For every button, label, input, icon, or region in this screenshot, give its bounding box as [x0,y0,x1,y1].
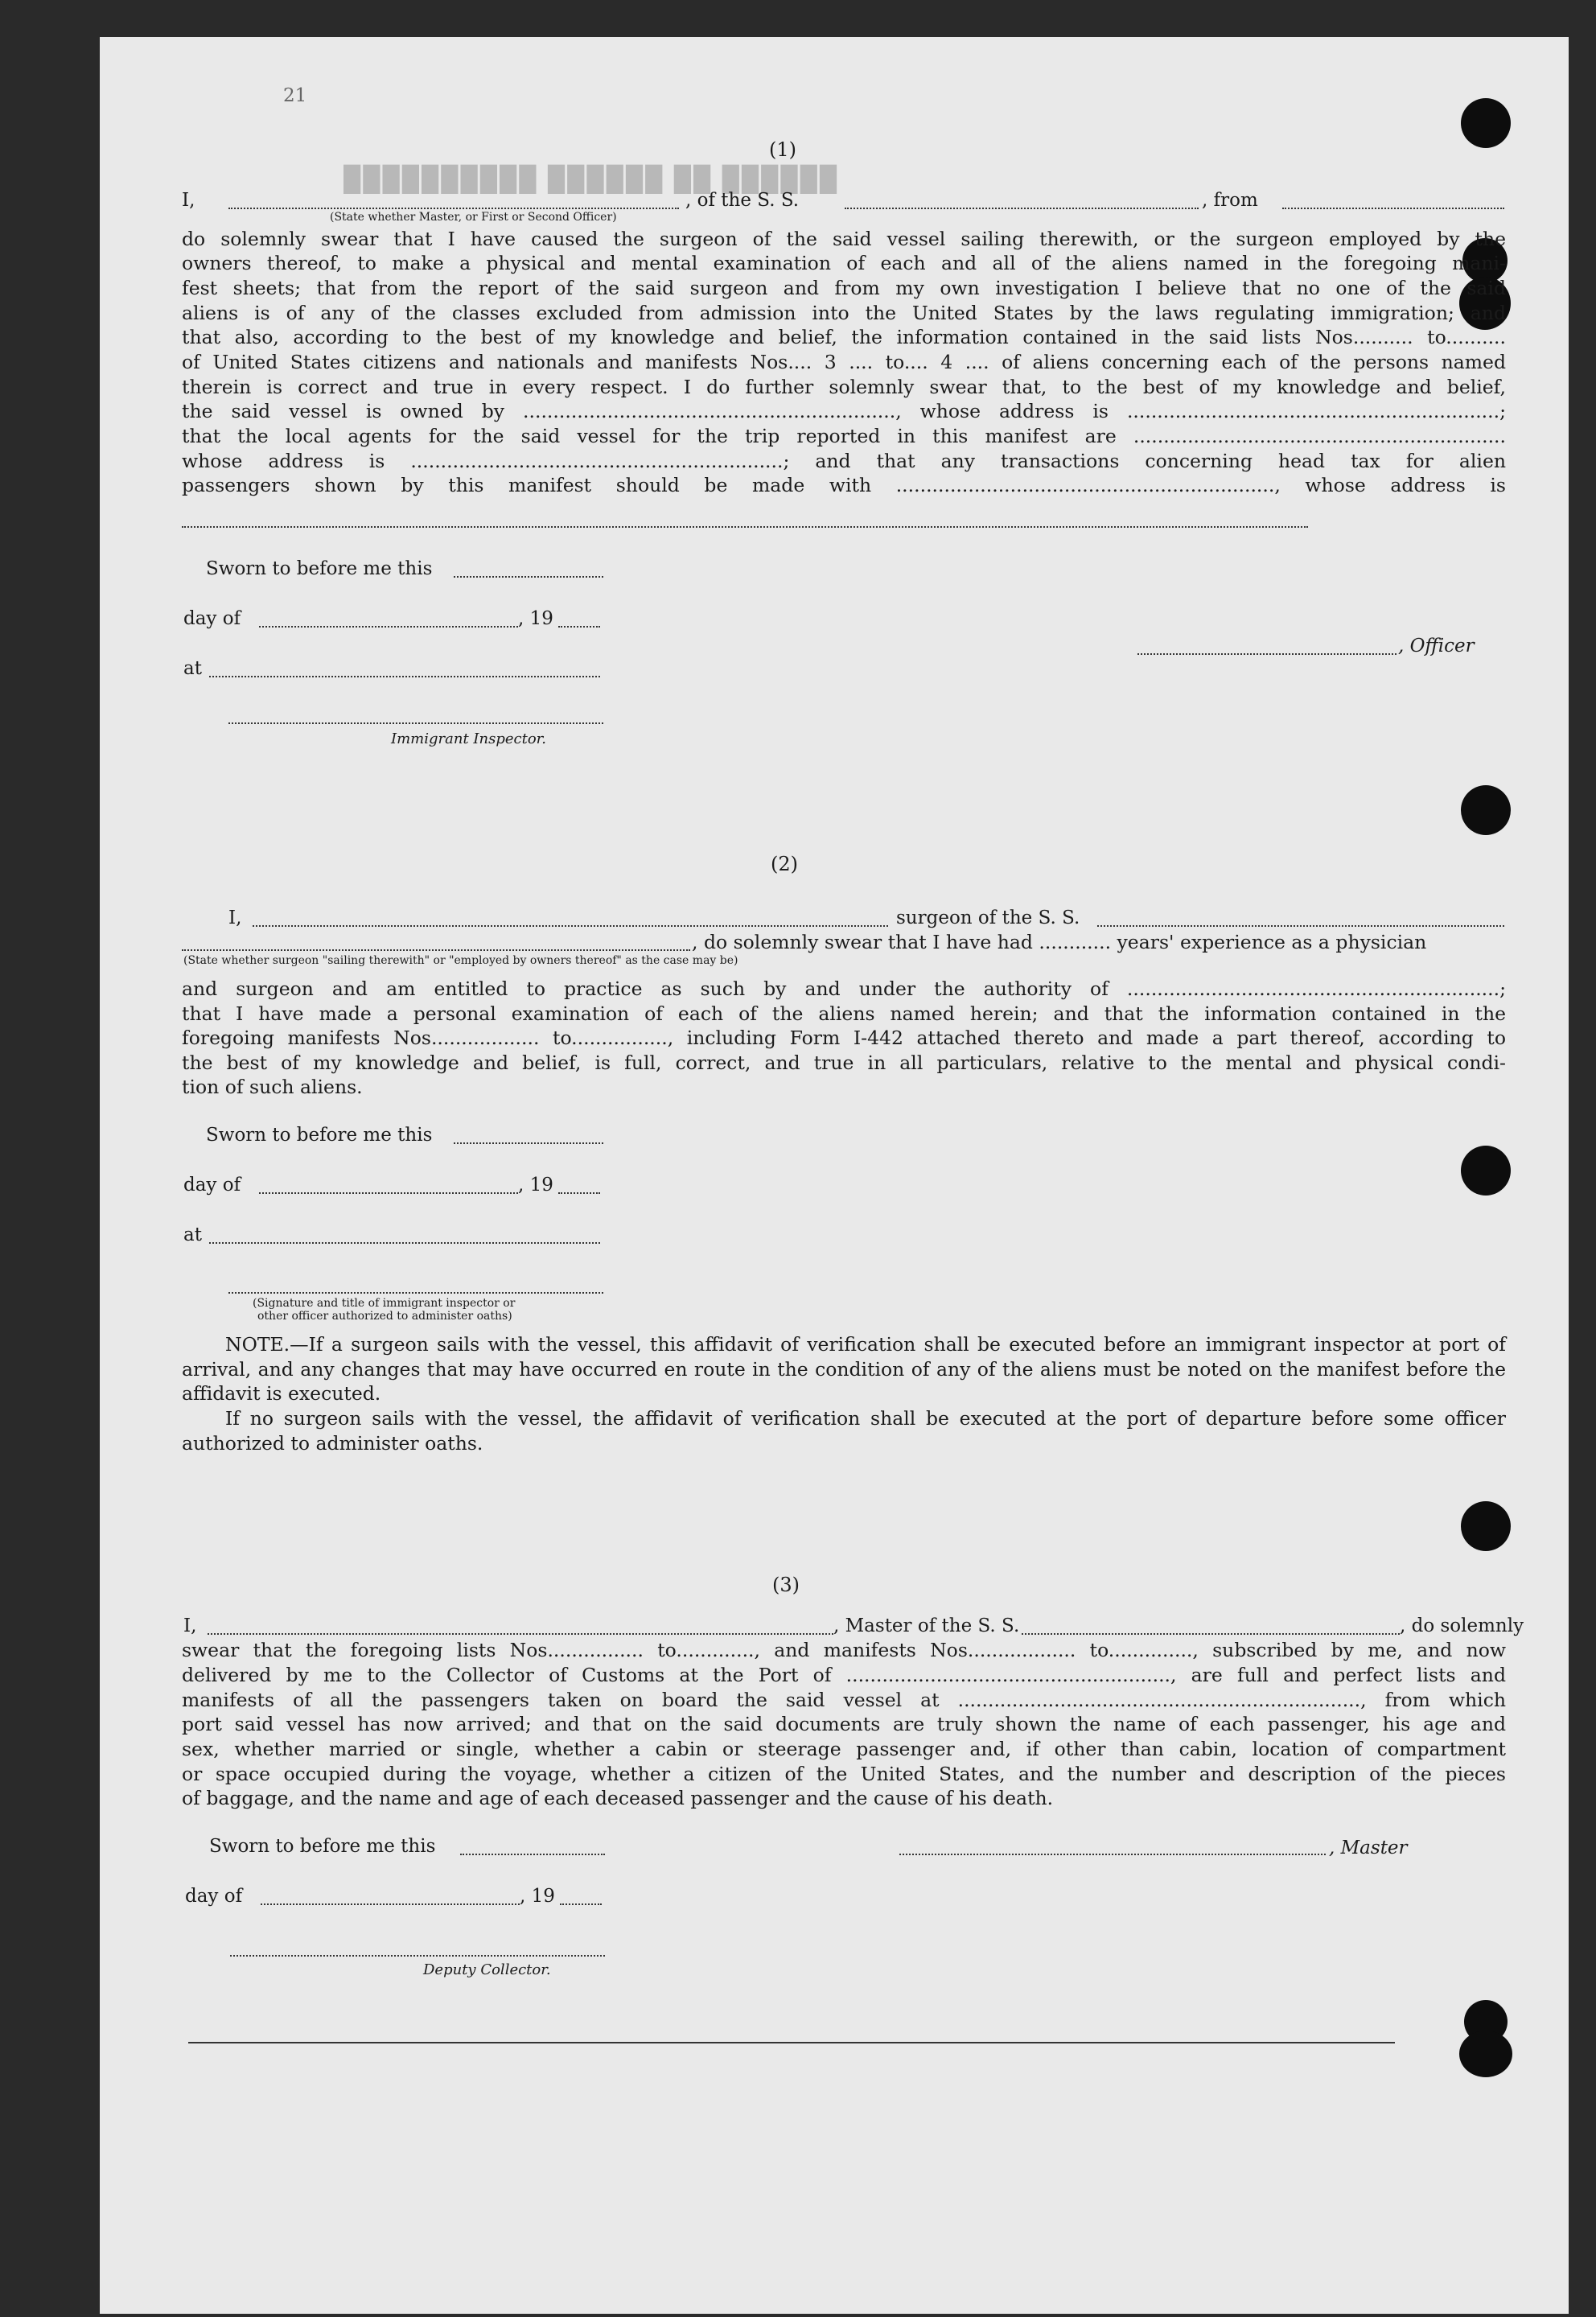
section2-line-a: , do solemnly swear that I have had ............ years' experience as a physician [692,931,1427,953]
from-label: , from [1202,190,1258,211]
bottom-rule [188,2042,1395,2043]
section-number-2: (2) [771,853,798,875]
sworn-blank [454,576,603,578]
inspector-label: Immigrant Inspector. [391,730,547,747]
officer-blank [1137,653,1396,655]
do-solemnly: , do solemnly [1400,1615,1524,1636]
section1-line: passengers shown by this manifest should be made with ..............................................................., whose address is [182,474,1506,496]
vessel-blank [845,208,1199,209]
note-paragraph-2: If no surgeon sails with the vessel, the affidavit of verification shall be executed at the port of departure before some officer authorized to administer oaths. [182,1407,1506,1455]
sworn-label: Sworn to before me this [206,1125,433,1146]
section2-last-line: tion of such aliens. [182,1076,363,1098]
year-label: , 19 [520,1886,555,1907]
surgeon-of: surgeon of the S. S. [896,907,1080,928]
section3-i: I, [183,1615,197,1636]
note-paragraph-1: NOTE.—If a surgeon sails with the vessel, this affidavit of verification shall be executed before an immigrant inspector at port of arrival, and any changes that may have occurred en route in the condition of any of the aliens must be noted on the manifest before the affidavit is executed. [182,1333,1506,1405]
section1-line: therein is correct and true in every respect. I do further solemnly swear that, to the best of my knowledge and belief, [182,376,1506,398]
surgeon-note: (State whether surgeon "sailing therewith" or "employed by owners thereof" as the case may be) [183,954,738,967]
section1-i: I, [182,190,195,211]
section-number-3: (3) [772,1574,800,1596]
at-label: at [183,1224,202,1245]
day-blank [261,1903,520,1905]
section2-line: that I have made a personal examination of each of the aliens named herein; and that the information contained in the [182,1002,1506,1025]
section3-last-line: of baggage, and the name and age of each deceased passenger and the cause of his death. [182,1787,1054,1809]
section2-i: I, [228,907,242,928]
sig-note-1: (Signature and title of immigrant inspector or [253,1297,516,1310]
sworn-label: Sworn to before me this [209,1836,436,1857]
day-of-label: day of [185,1886,243,1907]
master-blank [899,1854,1326,1855]
section3-line: manifests of all the passengers taken on board the said vessel at ..................................................................., from which [182,1689,1506,1711]
blank-line [182,526,1308,528]
punch-hole [1459,2000,1516,2080]
section1-line: whose address is ..............................................................; and that any transactions concerning head tax for alien [182,450,1506,472]
day-blank [259,626,518,628]
year-blank [560,1903,602,1905]
section1-line: owners thereof, to make a physical and mental examination of each and all of the aliens named in the foregoing mani- [182,252,1506,274]
punch-hole [1461,1501,1511,1551]
sworn-label: Sworn to before me this [206,558,433,579]
section1-line: of United States citizens and nationals and manifests Nos.... 3 .... to.... 4 .... of aliens concerning each of the persons named [182,351,1506,373]
year-label: , 19 [518,1175,553,1196]
name-blank [228,208,679,209]
section1-line: that the local agents for the said vessel for the trip reported in this manifest are .............................................................. [182,425,1506,447]
section3-line: delivered by me to the Collector of Customs at the Port of ......................................................, are full and perfect lists and [182,1664,1506,1686]
punch-hole [1461,1146,1511,1196]
sworn-blank [460,1854,605,1855]
section-number-1: (1) [769,138,796,161]
section1-line: that also, according to the best of my knowledge and belief, the information contained in the said lists Nos.......... to.......... [182,326,1506,348]
section2-line: the best of my knowledge and belief, is full, correct, and true in all particulars, relative to the mental and physical condi- [182,1051,1506,1074]
punch-hole [1461,785,1511,835]
from-blank [1282,208,1504,209]
bleed-through-text: ██████ ██ ██████ ██████████ [341,166,837,192]
name-blank [253,925,888,927]
punch-hole [1461,98,1511,148]
collector-blank [230,1955,605,1957]
day-of-label: day of [183,608,241,629]
master-label: , Master [1329,1838,1408,1858]
section3-line: or space occupied during the voyage, whether a citizen of the United States, and the number and description of the pieces [182,1763,1506,1785]
of-the-ss: , of the S. S. [685,190,800,211]
year-blank [558,626,600,628]
master-of: , Master of the S. S. [833,1615,1020,1636]
sworn-blank [454,1142,603,1144]
section3-line: sex, whether married or single, whether a cabin or steerage passenger and, if other than cabin, location of compartment [182,1738,1506,1760]
section1-line: fest sheets; that from the report of the said surgeon and from my own investigation I believe that no one of the said [182,277,1506,299]
officer-label: , Officer [1398,636,1475,656]
at-label: at [183,658,202,679]
section2-line: and surgeon and am entitled to practice as such by and under the authority of ..............................................................; [182,977,1506,1000]
document-page [100,37,1569,2314]
vessel-blank [1022,1633,1400,1635]
vessel-blank [1097,925,1504,927]
at-blank [209,1242,600,1244]
surgeon-blank [182,949,690,951]
at-blank [209,676,600,677]
inspector-blank [228,722,603,724]
page-number: 21 [283,85,307,106]
name-blank [208,1633,833,1635]
year-blank [558,1192,600,1194]
section1-line: the said vessel is owned by .............................................................., whose address is ..............................................................; [182,400,1506,422]
sig-note-2: other officer authorized to administer oaths) [257,1310,512,1323]
day-of-label: day of [183,1175,241,1196]
section1-line: do solemnly swear that I have caused the surgeon of the said vessel sailing therewith, or the surgeon employed by the [182,228,1506,250]
year-label: , 19 [518,608,553,629]
section3-line: port said vessel has now arrived; and that on the said documents are truly shown the name of each passenger, his age and [182,1713,1506,1735]
signature-blank [228,1292,603,1294]
section2-line: foregoing manifests Nos.................. to................, including Form I-442 attached thereto and made a part thereof, according to [182,1027,1506,1049]
section1-line: aliens is of any of the classes excluded from admission into the United States by the laws regulating immigration; and [182,302,1506,324]
day-blank [259,1192,518,1194]
officer-note: (State whether Master, or First or Second Officer) [330,211,617,224]
section3-line: swear that the foregoing lists Nos................ to............., and manifests Nos.................. to.............., subscribed by me, and now [182,1639,1506,1661]
collector-label: Deputy Collector. [423,1961,551,1978]
